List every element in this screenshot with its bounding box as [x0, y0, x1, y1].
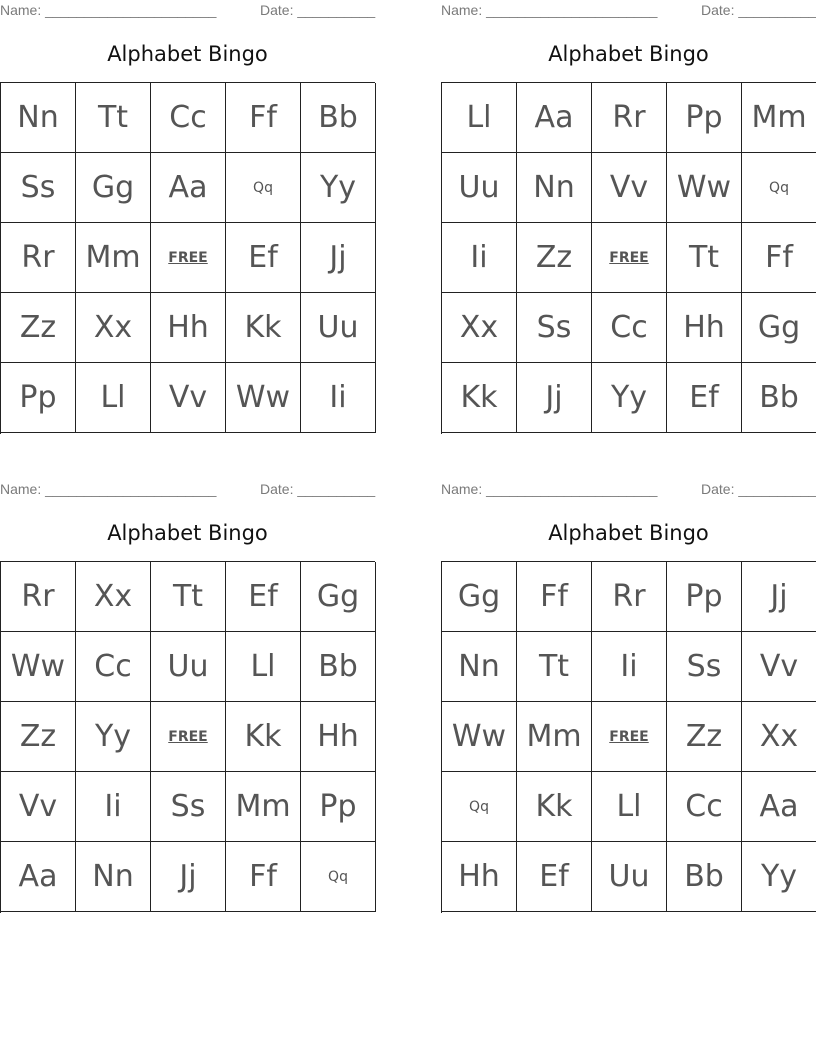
bingo-cell: Vv	[1, 772, 76, 842]
bingo-cell: Yy	[742, 842, 816, 912]
bingo-cell: Xx	[76, 562, 151, 632]
bingo-card-1	[0, 0, 375, 440]
bingo-cell: Uu	[442, 153, 517, 223]
bingo-cell: Zz	[517, 223, 592, 293]
bingo-cell: Ww	[226, 363, 301, 433]
bingo-cell: Vv	[742, 632, 816, 702]
date-field[interactable]: Date: __________	[260, 481, 376, 497]
card-title: Alphabet Bingo	[107, 521, 268, 545]
bingo-cell: Hh	[151, 293, 226, 363]
bingo-cell: Nn	[517, 153, 592, 223]
bingo-cell: Hh	[667, 293, 742, 363]
bingo-cell: Kk	[517, 772, 592, 842]
bingo-cell: Qq	[301, 842, 376, 912]
bingo-cell: Mm	[517, 702, 592, 772]
bingo-cell: Gg	[442, 562, 517, 632]
bingo-cell: Zz	[1, 293, 76, 363]
bingo-cell: Ss	[517, 293, 592, 363]
bingo-cell: Ii	[301, 363, 376, 433]
bingo-cell: Yy	[301, 153, 376, 223]
bingo-cell: Tt	[76, 83, 151, 153]
bingo-cell: Mm	[76, 223, 151, 293]
card-header	[0, 481, 375, 499]
bingo-grid	[0, 82, 375, 434]
free-space: FREE	[592, 702, 667, 772]
bingo-cell: Kk	[226, 293, 301, 363]
bingo-cell: Zz	[667, 702, 742, 772]
bingo-cell: Ii	[76, 772, 151, 842]
bingo-cell: Nn	[76, 842, 151, 912]
bingo-cell: Yy	[592, 363, 667, 433]
bingo-cell: Mm	[742, 83, 816, 153]
bingo-card-3	[0, 479, 375, 919]
bingo-cell: Tt	[667, 223, 742, 293]
bingo-cell: Bb	[742, 363, 816, 433]
bingo-cell: Ww	[1, 632, 76, 702]
bingo-cell: Aa	[742, 772, 816, 842]
bingo-cell: Hh	[301, 702, 376, 772]
bingo-cell: Tt	[517, 632, 592, 702]
bingo-cell: Rr	[592, 562, 667, 632]
card-title: Alphabet Bingo	[548, 42, 709, 66]
date-field[interactable]: Date: __________	[260, 2, 376, 18]
name-field[interactable]: Name: ______________________	[441, 2, 658, 18]
bingo-cell: Kk	[226, 702, 301, 772]
bingo-cell: Aa	[1, 842, 76, 912]
bingo-cell: Vv	[592, 153, 667, 223]
bingo-cell: Ff	[742, 223, 816, 293]
bingo-cell: Ll	[226, 632, 301, 702]
free-space: FREE	[151, 223, 226, 293]
bingo-cell: Aa	[151, 153, 226, 223]
bingo-cell: Cc	[151, 83, 226, 153]
bingo-cell: Vv	[151, 363, 226, 433]
bingo-cell: Ll	[592, 772, 667, 842]
bingo-cell: Jj	[301, 223, 376, 293]
bingo-cell: Pp	[667, 562, 742, 632]
bingo-cell: Cc	[592, 293, 667, 363]
bingo-cell: Nn	[442, 632, 517, 702]
bingo-cell: Ss	[667, 632, 742, 702]
bingo-cell: Bb	[667, 842, 742, 912]
name-field[interactable]: Name: ______________________	[0, 481, 217, 497]
bingo-cell: Xx	[442, 293, 517, 363]
bingo-cell: Ii	[592, 632, 667, 702]
free-space: FREE	[592, 223, 667, 293]
bingo-cell: Yy	[76, 702, 151, 772]
bingo-cell: Cc	[667, 772, 742, 842]
card-header	[0, 2, 375, 20]
bingo-cell: Pp	[1, 363, 76, 433]
bingo-cell: Pp	[667, 83, 742, 153]
bingo-cell: Ii	[442, 223, 517, 293]
bingo-cell: Nn	[1, 83, 76, 153]
bingo-cell: Ff	[517, 562, 592, 632]
bingo-cell: Zz	[1, 702, 76, 772]
card-header	[441, 481, 816, 499]
bingo-cell: Rr	[592, 83, 667, 153]
card-title: Alphabet Bingo	[548, 521, 709, 545]
bingo-cell: Jj	[151, 842, 226, 912]
bingo-cell: Kk	[442, 363, 517, 433]
card-title: Alphabet Bingo	[107, 42, 268, 66]
bingo-cell: Ll	[76, 363, 151, 433]
bingo-cell: Qq	[226, 153, 301, 223]
bingo-cell: Ff	[226, 842, 301, 912]
bingo-cell: Rr	[1, 223, 76, 293]
card-header	[441, 2, 816, 20]
bingo-grid	[441, 82, 816, 434]
bingo-cell: Rr	[1, 562, 76, 632]
bingo-cell: Ef	[667, 363, 742, 433]
bingo-cell: Ss	[1, 153, 76, 223]
bingo-cell: Hh	[442, 842, 517, 912]
bingo-cell: Uu	[301, 293, 376, 363]
bingo-cell: Uu	[151, 632, 226, 702]
bingo-cell: Tt	[151, 562, 226, 632]
bingo-cell: Ww	[442, 702, 517, 772]
bingo-cell: Ff	[226, 83, 301, 153]
bingo-cell: Ww	[667, 153, 742, 223]
bingo-cell: Qq	[442, 772, 517, 842]
bingo-cell: Aa	[517, 83, 592, 153]
bingo-grid	[441, 561, 816, 913]
date-field[interactable]: Date: __________	[701, 481, 816, 497]
free-space: FREE	[151, 702, 226, 772]
bingo-cell: Xx	[742, 702, 816, 772]
bingo-card-2	[441, 0, 816, 440]
bingo-cell: Qq	[742, 153, 816, 223]
bingo-cell: Bb	[301, 632, 376, 702]
bingo-cell: Ef	[226, 223, 301, 293]
bingo-cell: Gg	[301, 562, 376, 632]
bingo-cell: Gg	[742, 293, 816, 363]
bingo-grid	[0, 561, 375, 913]
bingo-cell: Xx	[76, 293, 151, 363]
bingo-cell: Jj	[517, 363, 592, 433]
bingo-card-4	[441, 479, 816, 919]
bingo-cell: Ef	[517, 842, 592, 912]
name-field[interactable]: Name: ______________________	[441, 481, 658, 497]
bingo-cell: Gg	[76, 153, 151, 223]
bingo-cell: Pp	[301, 772, 376, 842]
bingo-cell: Uu	[592, 842, 667, 912]
bingo-cell: Ll	[442, 83, 517, 153]
bingo-cell: Cc	[76, 632, 151, 702]
bingo-cell: Mm	[226, 772, 301, 842]
date-field[interactable]: Date: __________	[701, 2, 816, 18]
bingo-cell: Bb	[301, 83, 376, 153]
name-field[interactable]: Name: ______________________	[0, 2, 217, 18]
bingo-cell: Ss	[151, 772, 226, 842]
bingo-cell: Ef	[226, 562, 301, 632]
bingo-cell: Jj	[742, 562, 816, 632]
